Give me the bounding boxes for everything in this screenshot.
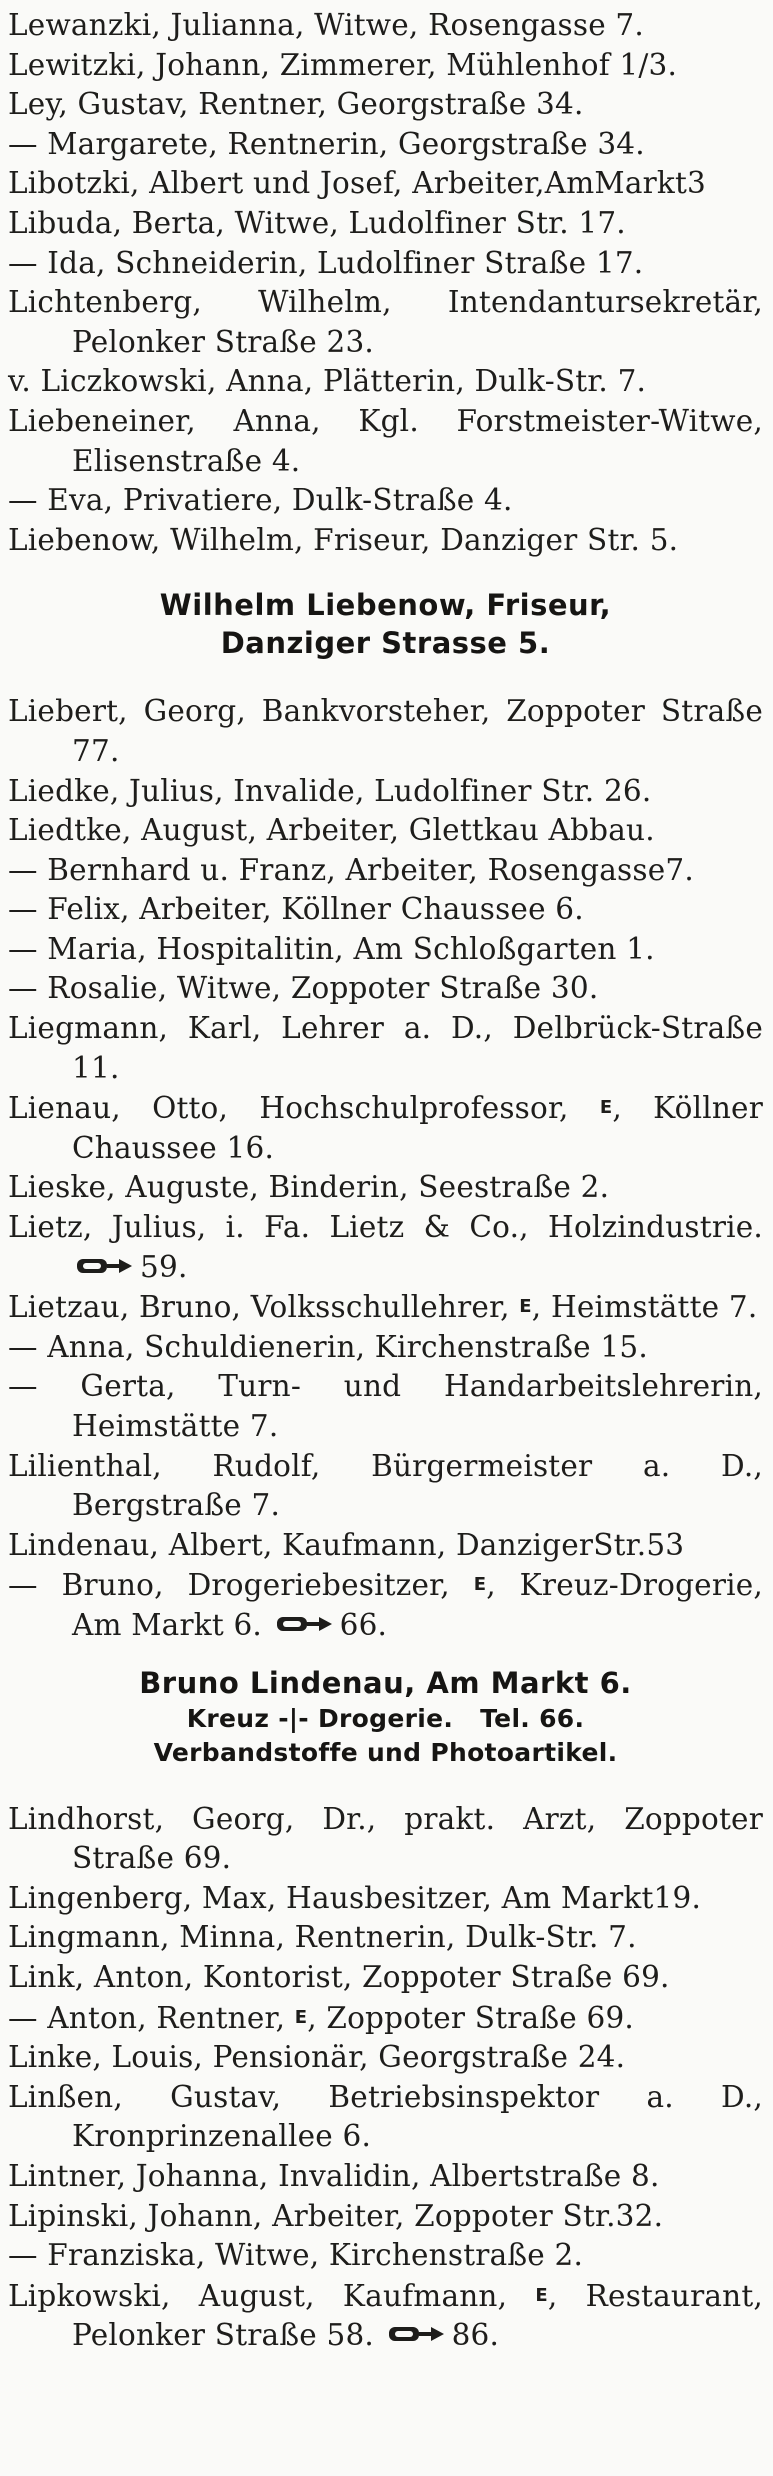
directory-entry: Lewitzki, Johann, Zimmerer, Mühlenhof 1/3. [8,47,678,82]
directory-entry [8,1088,763,1168]
directory-entry: Lingenberg, Max, Hausbesitzer, Am Markt19. [8,1880,702,1915]
directory-entry [8,2276,763,2356]
entry-text: , Restaurant, Pelonker Straße 58. [72,2278,763,2353]
directory-entry: Ley, Gustav, Rentner, Georgstraße 34. [8,87,584,122]
entries-top [8,6,763,560]
directory-entry: Lilienthal, Rudolf, Bürgermeister a. D., Bergstraße 7. [8,1448,763,1523]
entry-text: — Anton, Rentner, [8,2000,286,2035]
directory-entry [8,1287,763,1328]
directory-entry: — Gerta, Turn- und Handarbeitslehrerin, Heimstätte 7. [8,1369,763,1443]
directory-entry: Liebeneiner, Anna, Kgl. Forstmeister-Witwe, Elisenstraße 4. [8,403,763,478]
directory-entry: Liebenow, Wilhelm, Friseur, Danziger Str. 5. [8,522,679,557]
entry-text: , Kreuz-Drogerie, Am Markt 6. [72,1568,763,1642]
ad-line: Wilhelm Liebenow, Friseur, [159,588,612,623]
directory-entry: Link, Anton, Kontorist, Zoppoter Straße 69. [8,1959,670,1994]
directory-entry: — Rosalie, Witwe, Zoppoter Straße 30. [8,971,599,1006]
phone-number: 66. [339,1607,388,1642]
directory-entry: Lichtenberg, Wilhelm, Intendantursekretär, Pelonker Straße 23. [8,285,763,359]
entry-text: , Heimstätte 7. [531,1290,758,1325]
entry-text: — Bruno, Drogeriebesitzer, [8,1568,450,1603]
entry-text: , Köllner Chaussee 16. [72,1091,763,1165]
directory-entry: Lingmann, Minna, Rentnerin, Dulk-Str. 7. [8,1920,637,1955]
directory-entry [8,1565,763,1645]
electric-light-mark: E [535,2284,548,2306]
directory-entry: Liedtke, August, Arbeiter, Glettkau Abbau. [8,813,655,848]
directory-entry: Liegmann, Karl, Lehrer a. D., Delbrück-Straße 11. [8,1011,763,1085]
advertisement-lindenau [8,1664,763,1770]
telephone-icon [76,1257,134,1275]
electric-light-mark: E [519,1296,532,1318]
entries-middle [8,692,763,1645]
directory-entry: v. Liczkowski, Anna, Plätterin, Dulk-Str. 7. [8,364,647,399]
directory-entry: Libotzki, Albert und Josef, Arbeiter,AmMarkt3 [8,166,707,201]
directory-entry: Linßen, Gustav, Betriebsinspektor a. D., Kronprinzenallee 6. [8,2079,763,2154]
entry-text: Lipkowski, August, Kaufmann, [8,2278,508,2313]
directory-entry: Lindenau, Albert, Kaufmann, DanzigerStr.53 [8,1527,685,1562]
advertisement-liebenow [8,586,763,662]
directory-entry: Lindhorst, Georg, Dr., prakt. Arzt, Zoppoter Straße 69. [8,1801,763,1876]
directory-entry [8,1208,763,1287]
directory-entry: Linke, Louis, Pensionär, Georgstraße 24. [8,2040,626,2075]
ad-line: Verbandstoffe und Photoartikel. [153,1737,618,1767]
directory-entry: — Felix, Arbeiter, Köllner Chaussee 6. [8,892,584,927]
entry-text: Lietz, Julius, i. Fa. Lietz & Co., Holzindustrie. [8,1210,763,1245]
entry-text: Lietzau, Bruno, Volksschullehrer, [8,1290,510,1325]
directory-entry: Lewanzki, Julianna, Witwe, Rosengasse 7. [8,8,644,42]
directory-entry: Lieske, Auguste, Binderin, Seestraße 2. [8,1170,610,1205]
directory-entry: — Ida, Schneiderin, Ludolfiner Straße 17. [8,245,644,280]
directory-entry: Liedke, Julius, Invalide, Ludolfiner Str. 26. [8,773,652,808]
telephone-icon [276,1615,334,1633]
entries-bottom [8,1800,763,2356]
telephone-icon [388,2325,446,2343]
directory-entry: — Franziska, Witwe, Kirchenstraße 2. [8,2238,584,2273]
entry-text: Lienau, Otto, Hochschulprofessor, [8,1091,569,1126]
directory-entry: Libuda, Berta, Witwe, Ludolfiner Str. 17. [8,205,626,240]
directory-entry: Liebert, Georg, Bankvorsteher, Zoppoter Straße 77. [8,694,763,768]
directory-entry [8,1998,763,2039]
directory-entry: — Bernhard u. Franz, Arbeiter, Rosengasse7. [8,852,694,887]
entry-text: , Zoppoter Straße 69. [307,2000,634,2035]
directory-entry: — Margarete, Rentnerin, Georgstraße 34. [8,126,645,161]
ad-line: Danziger Strasse 5. [220,626,551,661]
phone-number: 86. [451,2318,500,2353]
directory-entry: Lipinski, Johann, Arbeiter, Zoppoter Str.32. [8,2198,664,2233]
ad-line: Kreuz -|- Drogerie. Tel. 66. [186,1703,585,1733]
electric-light-mark: E [473,1574,487,1596]
phone-number: 59. [140,1249,188,1284]
directory-entry: — Eva, Privatiere, Dulk-Straße 4. [8,483,513,518]
electric-light-mark: E [294,2006,308,2028]
directory-entry: — Maria, Hospitalitin, Am Schloßgarten 1. [8,931,655,966]
directory-entry: — Anna, Schuldienerin, Kirchenstraße 15. [8,1329,648,1364]
directory-entry: Lintner, Johanna, Invalidin, Albertstraße 8. [8,2158,660,2193]
ad-line: Bruno Lindenau, Am Markt 6. [139,1665,632,1700]
electric-light-mark: E [599,1097,613,1119]
